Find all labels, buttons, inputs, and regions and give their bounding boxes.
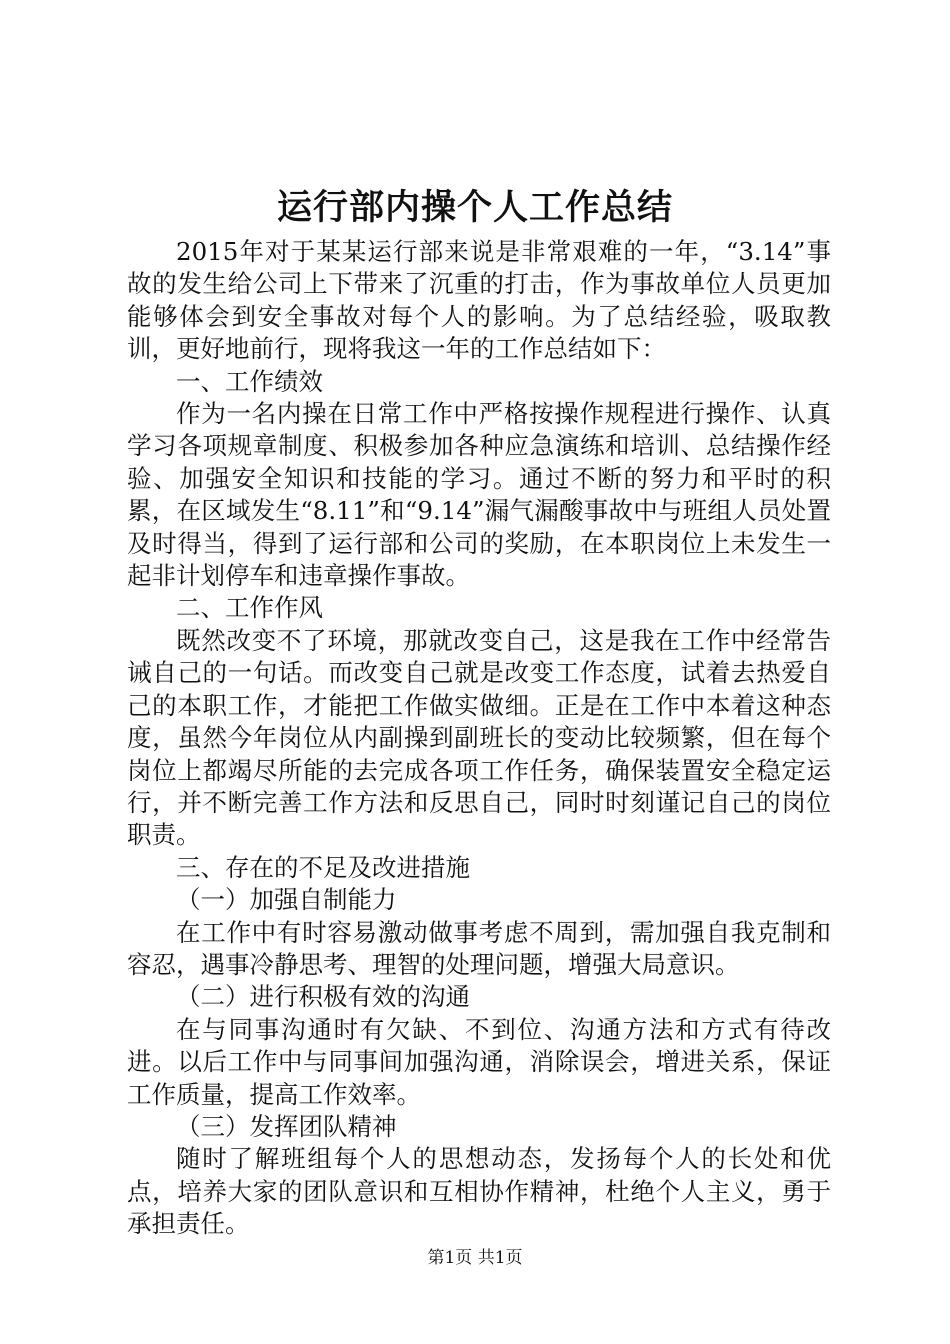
section-heading-performance: 一、工作绩效 — [176, 366, 323, 396]
section-heading-work-style: 二、工作作风 — [176, 593, 323, 623]
subheading-communication: （二）进行积极有效的沟通 — [176, 982, 470, 1012]
paragraph-self-control: 在工作中有时容易激动做事考虑不周到，需加强自我克制和容忍，遇事冷静思考、理智的处理问题，增强大局意识。 — [127, 917, 831, 979]
page-footer: 第1页 共1页 — [427, 1248, 523, 1268]
paragraph-performance: 作为一名内操在日常工作中严格按操作规程进行操作、认真学习各项规章制度、积极参加各种应急演练和培训、总结操作经验、加强安全知识和技能的学习。通过不断的努力和平时的积累，在区域发生“8.11”和“9.14”漏气漏酸事故中与班组人员处置及时得当，得到了运行部和公司的奖励，在本职岗位上未发生一起非计划停车和违章操作事故。 — [127, 399, 831, 591]
subheading-self-control: （一）加强自制能力 — [176, 885, 397, 915]
document-title: 运行部内操个人工作总结 — [276, 188, 673, 228]
paragraph-communication: 在与同事沟通时有欠缺、不到位、沟通方法和方式有待改进。以后工作中与同事间加强沟通，消除误会，增进关系，保证工作质量，提高工作效率。 — [127, 1014, 831, 1109]
paragraph-team-spirit: 随时了解班组每个人的思想动态，发扬每个人的长处和优点，培养大家的团队意识和互相协作精神，杜绝个人主义，勇于承担责任。 — [127, 1144, 831, 1239]
paragraph-work-style: 既然改变不了环境，那就改变自己，这是我在工作中经常告诫自己的一句话。而改变自己就是改变工作态度，试着去热爱自己的本职工作，才能把工作做实做细。正是在工作中本着这种态度，虽然今年岗位从内副操到副班长的变动比较频繁，但在每个岗位上都竭尽所能的去完成各项工作任务，确保装置安全稳定运行，并不断完善工作方法和反思自己，同时时刻谨记自己的岗位职责。 — [127, 625, 831, 850]
document-body — [127, 236, 831, 1241]
subheading-team-spirit: （三）发挥团队精神 — [176, 1111, 397, 1141]
paragraph-intro: 2015年对于某某运行部来说是非常艰难的一年，“3.14”事故的发生给公司上下带来了沉重的打击，作为事故单位人员更加能够体会到安全事故对每个人的影响。为了总结经验，吸取教训，更好地前行，现将我这一年的工作总结如下： — [127, 237, 831, 364]
section-heading-shortcomings: 三、存在的不足及改进措施 — [176, 852, 470, 882]
